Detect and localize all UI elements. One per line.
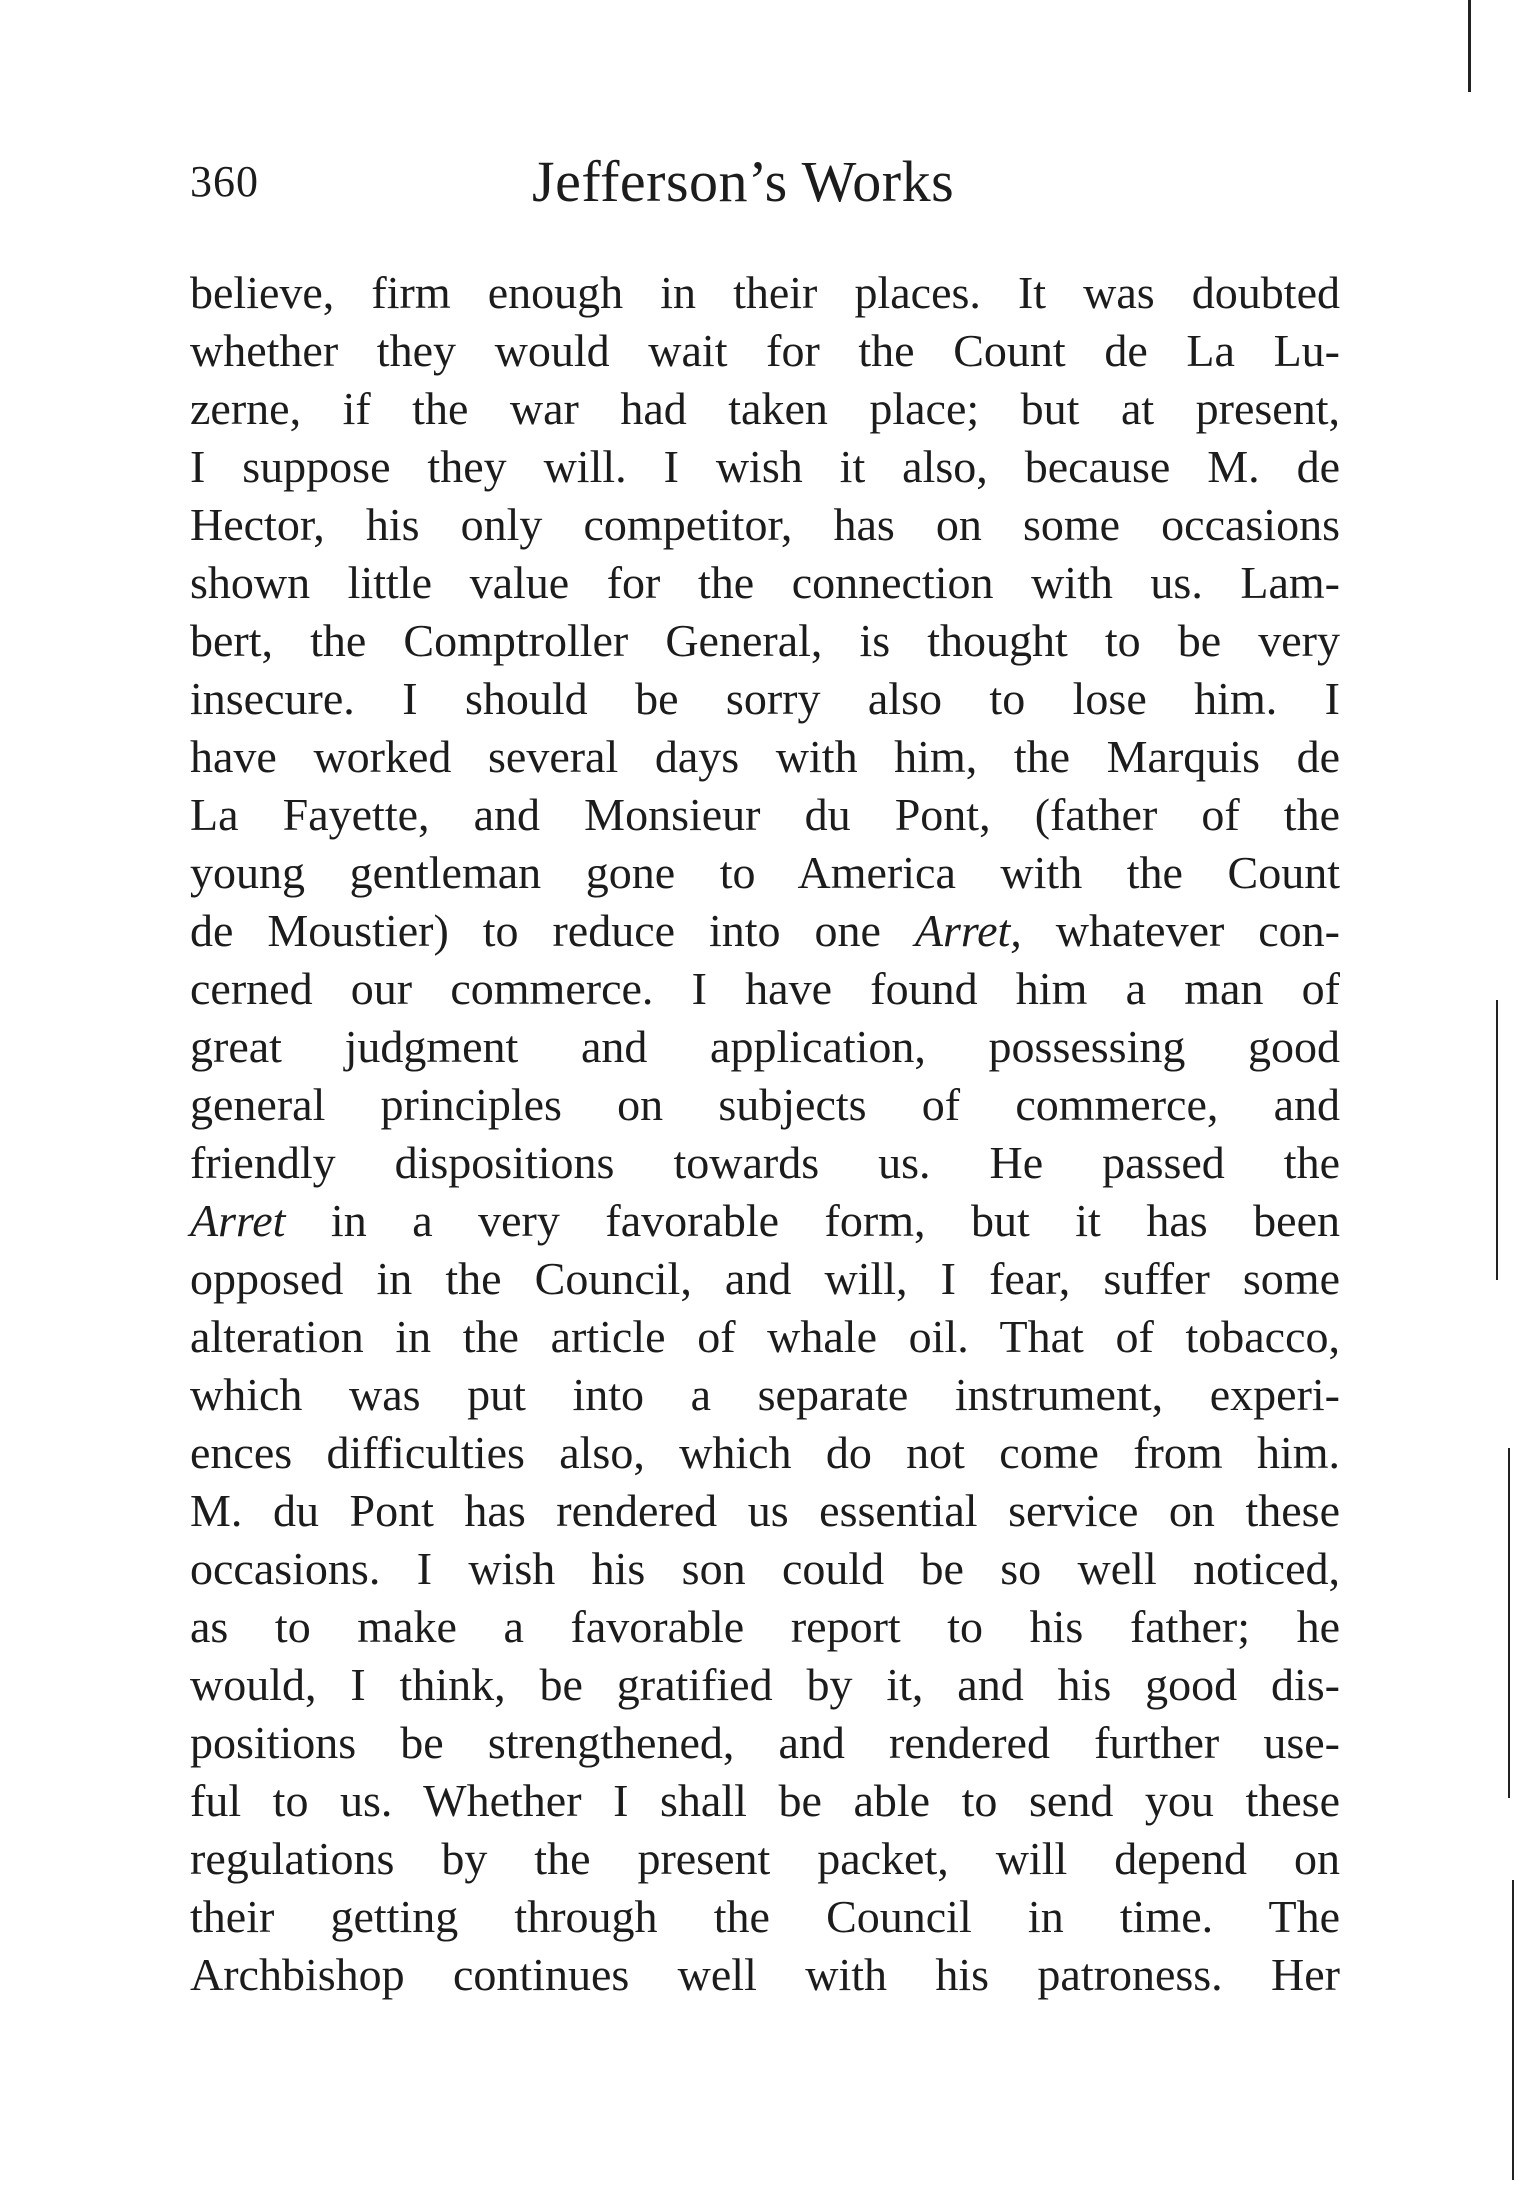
- text-line: positions be strengthened, and rendered further use-: [190, 1717, 1340, 1768]
- running-title: Jefferson’s Works: [532, 149, 955, 214]
- page-number: 360: [190, 157, 259, 206]
- text-line: which was put into a separate instrument, experi-: [190, 1369, 1340, 1420]
- text-line: cerned our commerce. I have found him a man of: [190, 963, 1340, 1014]
- text-line: would, I think, be gratified by it, and his good dis-: [190, 1659, 1340, 1710]
- text-line: great judgment and application, possessing good: [190, 1021, 1340, 1072]
- text-line: shown little value for the connection with us. Lam-: [190, 557, 1340, 608]
- text-line: whether they would wait for the Count de La Lu-: [190, 325, 1340, 376]
- italic-term-arret: Arret,: [914, 905, 1022, 956]
- text-line: Archbishop continues well with his patroness. Her: [190, 1949, 1340, 2000]
- text-line: I suppose they will. I wish it also, because M. de: [190, 441, 1340, 492]
- text-line: believe, firm enough in their places. It was doubted: [190, 267, 1340, 318]
- text-line: ences difficulties also, which do not come from him.: [190, 1427, 1340, 1478]
- text-line: insecure. I should be sorry also to lose him. I: [190, 673, 1340, 724]
- scan-artifact-mark: [1468, 0, 1471, 92]
- text-line: general principles on subjects of commerce, and: [190, 1079, 1340, 1130]
- scan-artifact-mark: [1508, 1448, 1510, 1798]
- text-line: La Fayette, and Monsieur du Pont, (father of the: [190, 789, 1340, 840]
- text-line: their getting through the Council in time. The: [190, 1891, 1340, 1942]
- text-segment: whatever con-: [1055, 905, 1340, 956]
- text-line-with-italic: [190, 902, 1340, 960]
- text-line-with-italic: [190, 1192, 1340, 1250]
- scan-artifact-mark: [1512, 1880, 1514, 2180]
- scan-artifact-mark: [1496, 1000, 1498, 1280]
- text-line: Hector, his only competitor, has on some occasions: [190, 499, 1340, 550]
- text-segment: in a very favorable form, but it has been: [330, 1195, 1341, 1246]
- text-line: opposed in the Council, and will, I fear, suffer some: [190, 1253, 1340, 1304]
- text-line: bert, the Comptroller General, is thought to be very: [190, 615, 1340, 666]
- text-line: as to make a favorable report to his father; he: [190, 1601, 1340, 1652]
- text-line: occasions. I wish his son could be so well noticed,: [190, 1543, 1340, 1594]
- text-line: M. du Pont has rendered us essential service on these: [190, 1485, 1340, 1536]
- text-line: zerne, if the war had taken place; but at present,: [190, 383, 1340, 434]
- text-segment: de Moustier) to reduce into one: [190, 905, 881, 956]
- text-line: young gentleman gone to America with the Count: [190, 847, 1340, 898]
- page-header: [190, 148, 1340, 228]
- text-line: regulations by the present packet, will depend on: [190, 1833, 1340, 1884]
- text-line: alteration in the article of whale oil. That of tobacco,: [190, 1311, 1340, 1362]
- text-line: ful to us. Whether I shall be able to send you these: [190, 1775, 1340, 1826]
- text-line: friendly dispositions towards us. He passed the: [190, 1137, 1340, 1188]
- italic-term-arret: Arret: [190, 1195, 286, 1246]
- body-text: [190, 264, 1340, 2004]
- text-line: have worked several days with him, the Marquis de: [190, 731, 1340, 782]
